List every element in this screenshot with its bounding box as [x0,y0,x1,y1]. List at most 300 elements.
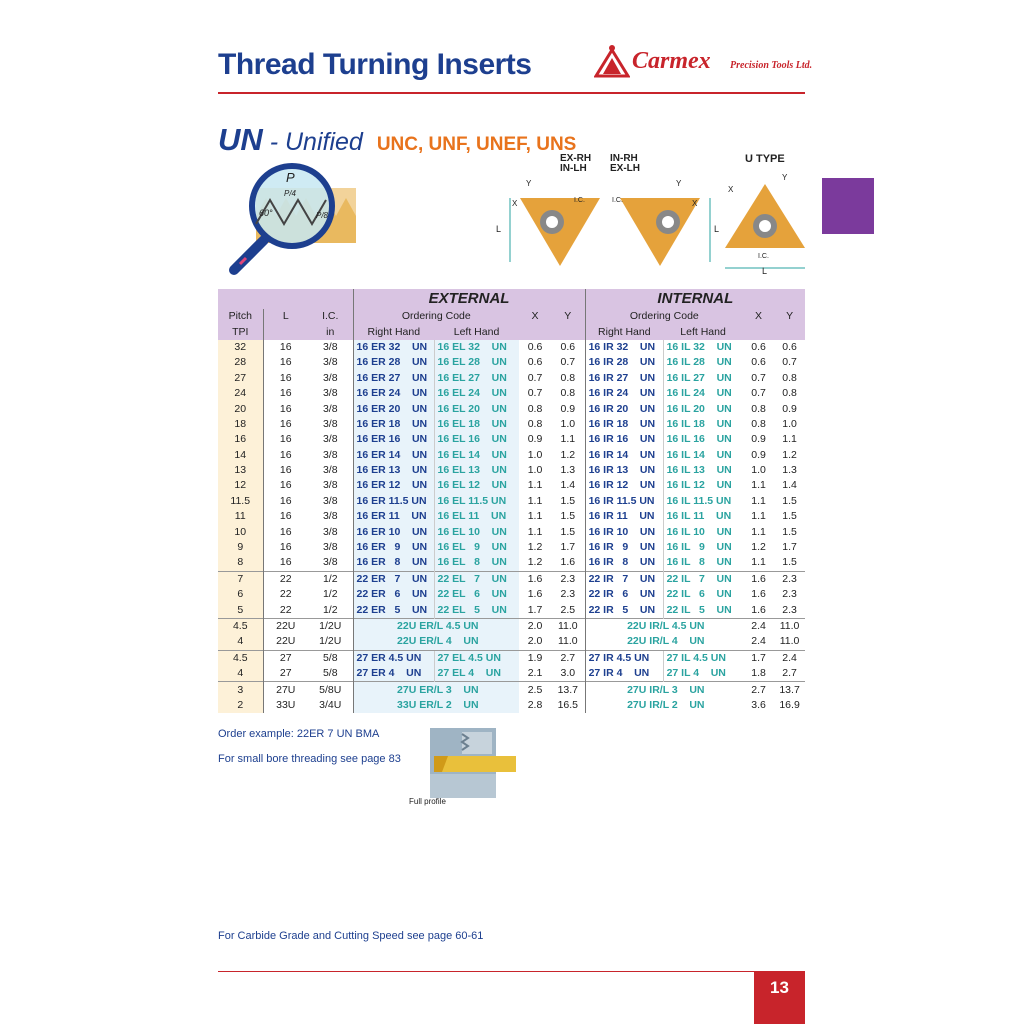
row-int-y: 0.7 [782,356,797,369]
ins1-y: Y [526,179,532,188]
row-ic: 3/8 [322,541,338,554]
row-ext-rh: 16 ER 10 UN [353,524,434,539]
row-ic: 3/8 [322,556,338,569]
row-ext-lh: 16 EL 24 UN [434,386,519,401]
row-ext-y: 1.6 [560,556,576,569]
row-tpi: 11.5 [218,494,263,509]
row-tpi: 18 [218,417,263,432]
header-in: in [308,324,353,339]
label-u-type: U TYPE [745,153,785,165]
row-ext-lh: 27 EL 4.5 UN [434,650,519,666]
row-tpi: 4 [218,634,263,650]
ins2-ic: I.C. [612,197,623,204]
row-int-lh: 16 IL 11 UN [663,509,743,524]
row-l: 16 [263,448,308,463]
row-int-rh: 16 IR 20 UN [585,401,663,416]
row-int-lh: 16 IL 20 UN [663,401,743,416]
row-int-lh: 22 IL 7 UN [663,571,743,587]
row-ic: 3/8 [322,340,338,353]
row-ext-x: 1.1 [527,525,543,538]
table-row [218,555,805,571]
row-int-x: 1.1 [751,494,766,507]
row-int-x: 1.1 [751,479,766,492]
row-ext-y: 11.0 [557,635,578,648]
carmex-logo [594,42,813,82]
ins3-y: Y [782,173,788,182]
row-int-rh: 16 IR 8 UN [585,555,663,571]
row-tpi: 9 [218,540,263,555]
row-ext-rh: 16 ER 11 UN [353,509,434,524]
row-l: 16 [263,540,308,555]
table-row [218,355,805,370]
header-ext-y: Y [551,309,585,324]
row-int-y: 13.7 [774,682,805,698]
row-l: 16 [263,371,308,386]
row-ext-lh: 16 EL 9 UN [434,540,519,555]
row-ext-lh: 16 EL 11 UN [434,509,519,524]
row-int-lh: 16 IL 32 UN [663,340,743,355]
row-tpi: 16 [218,432,263,447]
row-int-lh: 16 IL 10 UN [663,524,743,539]
ins1-l: L [496,224,502,234]
row-int-y: 0.8 [782,387,797,400]
subtitle-series: UNC, UNF, UNEF, UNS [376,134,577,155]
row-ext-x: 1.6 [527,588,543,601]
row-l: 22 [263,587,308,602]
row-tpi: 13 [218,463,263,478]
row-tpi: 32 [218,340,263,355]
row-l: 27 [263,666,308,682]
row-ic: 3/8 [322,464,338,477]
row-ic: 5/8U [308,682,353,698]
row-ext-x: 1.7 [527,603,543,616]
row-ext-x: 0.6 [527,340,543,353]
header-int-y: Y [774,309,805,324]
row-int-y: 1.4 [782,479,797,492]
small-bore-note: For small bore threading see page 83 [218,753,401,765]
row-int-x: 1.2 [751,541,766,554]
row-int-code: 27U IR/L 3 UN [585,682,743,698]
row-ic: 3/8 [322,402,338,415]
table-row [218,478,805,493]
row-tpi: 24 [218,386,263,401]
row-ext-code: 27U ER/L 3 UN [353,682,519,698]
row-ext-y: 0.8 [560,371,576,384]
brand-subtitle: Precision Tools Ltd. [730,60,813,71]
row-ext-x: 1.6 [519,571,551,587]
row-int-x: 0.6 [751,356,766,369]
ins2-l: L [714,224,720,234]
row-ic: 3/8 [322,387,338,400]
row-int-x: 2.4 [751,635,766,648]
footer-rule [218,971,805,972]
row-ext-x: 1.0 [527,448,543,461]
row-ext-y: 0.6 [560,340,576,353]
row-int-rh: 16 IR 32 UN [585,340,663,355]
row-int-y: 1.5 [782,525,797,538]
row-ext-y: 2.3 [560,588,576,601]
table-row [218,371,805,386]
title-rule [218,92,805,94]
row-int-x: 0.9 [751,433,766,446]
row-ext-lh: 27 EL 4 UN [434,666,519,682]
label-p8: P/8 [316,211,329,220]
row-ext-rh: 16 ER 28 UN [353,355,434,370]
row-ic: 3/8 [322,356,338,369]
ins1-x: X [512,199,518,208]
row-int-lh: 16 IL 16 UN [663,432,743,447]
header-l: L [263,309,308,324]
row-ext-code: 22U ER/L 4.5 UN [353,618,519,634]
row-int-lh: 27 IL 4.5 UN [663,650,743,666]
row-int-rh: 16 IR 11 UN [585,509,663,524]
header-external: EXTERNAL [353,289,585,309]
row-l: 16 [263,478,308,493]
row-tpi: 4 [218,666,263,682]
row-ext-rh: 16 ER 14 UN [353,448,434,463]
row-ext-lh: 16 EL 20 UN [434,401,519,416]
row-ext-lh: 16 EL 10 UN [434,524,519,539]
row-int-y: 2.7 [782,667,797,680]
row-int-rh: 16 IR 14 UN [585,448,663,463]
row-int-x: 0.6 [751,340,766,353]
row-int-rh: 16 IR 9 UN [585,540,663,555]
header-ext-ordering: Ordering Code [353,309,519,324]
row-l: 16 [263,401,308,416]
row-ext-rh: 16 ER 32 UN [353,340,434,355]
row-l: 16 [263,494,308,509]
table-row [218,340,805,355]
row-tpi: 3 [218,682,263,698]
subtitle-unified: - Unified [262,128,363,156]
row-ic: 1/2U [308,618,353,634]
ins3-ic: I.C. [758,253,769,260]
row-tpi: 11 [218,509,263,524]
header-pitch: Pitch [218,309,263,324]
row-int-y: 1.5 [782,510,797,523]
row-ext-lh: 16 EL 28 UN [434,355,519,370]
row-ext-rh: 27 ER 4 UN [353,666,434,682]
row-int-rh: 16 IR 13 UN [585,463,663,478]
table-row [218,634,805,650]
row-ic: 3/8 [322,510,338,523]
table-row [218,494,805,509]
header-internal: INTERNAL [585,289,805,309]
row-ext-rh: 22 ER 6 UN [353,587,434,602]
header-int-x: X [743,309,774,324]
row-l: 16 [263,509,308,524]
row-int-y: 0.9 [782,402,797,415]
row-ext-y: 2.5 [560,603,576,616]
header-ic: I.C. [308,309,353,324]
row-ic: 3/8 [322,479,338,492]
row-ext-x: 1.1 [527,510,543,523]
row-int-lh: 22 IL 5 UN [663,602,743,618]
row-int-x: 3.6 [751,698,766,711]
row-l: 16 [263,432,308,447]
row-ext-rh: 16 ER 18 UN [353,417,434,432]
row-tpi: 10 [218,524,263,539]
row-ext-y: 1.2 [560,448,576,461]
table-row [218,448,805,463]
row-ext-lh: 16 EL 16 UN [434,432,519,447]
header-ext-rh: Right Hand [353,324,434,339]
ordering-table [218,289,805,713]
row-tpi: 12 [218,478,263,493]
row-ext-x: 1.9 [519,650,551,666]
row-ext-y: 1.5 [560,494,576,507]
table-row [218,618,805,634]
row-int-y: 2.3 [774,571,805,587]
subtitle-un: UN [218,122,263,157]
row-ext-rh: 16 ER 27 UN [353,371,434,386]
row-ext-y: 16.5 [557,698,579,711]
row-int-y: 1.3 [782,464,797,477]
row-ext-lh: 16 EL 12 UN [434,478,519,493]
row-int-y: 1.5 [782,556,797,569]
row-l: 27 [263,650,308,666]
table-row [218,509,805,524]
row-ext-y: 1.7 [560,541,576,554]
row-ext-rh: 16 ER 24 UN [353,386,434,401]
row-ext-x: 0.9 [527,433,543,446]
row-int-lh: 16 IL 13 UN [663,463,743,478]
row-tpi: 5 [218,602,263,618]
row-ext-rh: 16 ER 11.5 UN [353,494,434,509]
row-int-x: 0.7 [751,387,766,400]
row-int-lh: 16 IL 11.5 UN [663,494,743,509]
row-ext-x: 0.7 [527,387,543,400]
row-int-rh: 16 IR 24 UN [585,386,663,401]
row-l: 27U [263,682,308,698]
header-int-rh: Right Hand [585,324,663,339]
section-tab [822,178,874,234]
row-int-rh: 16 IR 10 UN [585,524,663,539]
row-int-x: 1.6 [751,588,766,601]
row-ic: 3/8 [322,448,338,461]
row-ext-y: 1.3 [560,464,576,477]
row-ext-lh: 16 EL 32 UN [434,340,519,355]
row-int-y: 1.2 [782,448,797,461]
header-int-lh: Left Hand [663,324,743,339]
header-blank [218,289,353,309]
row-ic: 3/8 [322,525,338,538]
row-ext-lh: 22 EL 5 UN [434,602,519,618]
row-int-x: 2.4 [743,618,774,634]
row-int-lh: 22 IL 6 UN [663,587,743,602]
row-l: 22 [263,602,308,618]
row-ext-x: 2.5 [519,682,551,698]
row-ext-lh: 22 EL 6 UN [434,587,519,602]
row-int-x: 0.8 [751,402,766,415]
row-int-code: 27U IR/L 2 UN [585,698,743,713]
table-row [218,463,805,478]
row-ext-code: 33U ER/L 2 UN [353,698,519,713]
row-int-x: 1.7 [743,650,774,666]
row-l: 22U [263,634,308,650]
row-l: 16 [263,340,308,355]
row-int-x: 2.7 [743,682,774,698]
row-int-x: 0.7 [751,371,766,384]
row-int-y: 11.0 [774,618,805,634]
row-int-y: 11.0 [779,635,800,648]
label-in-rh: IN-RH [610,153,638,164]
label-ex-rh: EX-RH [560,153,592,164]
row-ic: 3/8 [322,371,338,384]
row-int-lh: 16 IL 28 UN [663,355,743,370]
row-ext-x: 2.0 [519,618,551,634]
header-ext-x: X [519,309,551,324]
row-ext-rh: 16 ER 20 UN [353,401,434,416]
row-ext-x: 0.8 [527,417,543,430]
row-int-rh: 22 IR 5 UN [585,602,663,618]
table-row [218,666,805,682]
header-ext-lh: Left Hand [434,324,519,339]
row-tpi: 6 [218,587,263,602]
row-int-y: 1.0 [782,417,797,430]
row-int-y: 1.7 [782,541,797,554]
row-ic: 3/8 [322,417,338,430]
row-ic: 3/8 [322,433,338,446]
table-row [218,524,805,539]
carbide-note: For Carbide Grade and Cutting Speed see page 60-61 [218,930,484,942]
row-ext-x: 1.0 [527,464,543,477]
row-int-y: 0.8 [782,371,797,384]
row-ext-y: 0.7 [560,356,576,369]
row-int-lh: 16 IL 8 UN [663,555,743,571]
row-ext-x: 0.6 [527,356,543,369]
row-tpi: 8 [218,555,263,571]
row-tpi: 2 [218,698,263,713]
row-tpi: 4.5 [218,650,263,666]
row-int-lh: 16 IL 12 UN [663,478,743,493]
row-int-x: 1.1 [751,556,766,569]
row-ext-rh: 22 ER 5 UN [353,602,434,618]
table-row [218,417,805,432]
row-ic: 5/8 [308,650,353,666]
row-l: 16 [263,417,308,432]
row-int-x: 0.8 [751,417,766,430]
ins3-x: X [728,185,734,194]
table-body [218,340,805,713]
row-int-rh: 27 IR 4.5 UN [585,650,663,666]
row-int-code: 22U IR/L 4.5 UN [585,618,743,634]
row-ext-rh: 27 ER 4.5 UN [353,650,434,666]
row-ext-y: 13.7 [551,682,585,698]
row-int-x: 1.1 [751,525,766,538]
row-int-code: 22U IR/L 4 UN [585,634,743,650]
row-ext-lh: 16 EL 13 UN [434,463,519,478]
row-int-x: 0.9 [751,448,766,461]
row-int-rh: 16 IR 16 UN [585,432,663,447]
row-ext-lh: 16 EL 27 UN [434,371,519,386]
row-ic: 1/2 [322,588,338,601]
table-row [218,602,805,618]
row-ext-rh: 16 ER 16 UN [353,432,434,447]
row-ext-y: 1.5 [560,510,576,523]
row-int-y: 2.3 [782,603,797,616]
row-int-rh: 16 IR 18 UN [585,417,663,432]
header-int-ordering: Ordering Code [585,309,743,324]
row-ic: 1/2 [308,571,353,587]
row-ext-rh: 16 ER 9 UN [353,540,434,555]
row-ic: 3/8 [322,494,338,507]
row-ext-y: 0.8 [560,387,576,400]
row-ext-y: 11.0 [551,618,585,634]
row-int-y: 0.6 [782,340,797,353]
ins1-ic: I.C. [574,197,585,204]
row-ext-lh: 16 EL 14 UN [434,448,519,463]
row-int-x: 1.6 [751,603,766,616]
row-ext-rh: 16 ER 13 UN [353,463,434,478]
row-ext-x: 1.2 [527,556,543,569]
row-ext-x: 1.2 [527,541,543,554]
row-l: 16 [263,355,308,370]
row-ext-y: 3.0 [560,667,576,680]
row-ic: 3/4U [319,698,342,711]
row-int-y: 16.9 [779,698,800,711]
row-int-rh: 16 IR 28 UN [585,355,663,370]
row-ext-y: 1.0 [560,417,576,430]
table-row [218,401,805,416]
row-int-rh: 22 IR 6 UN [585,587,663,602]
row-ext-rh: 22 ER 7 UN [353,571,434,587]
row-ext-rh: 16 ER 12 UN [353,478,434,493]
row-ext-code: 22U ER/L 4 UN [353,634,519,650]
row-ext-y: 2.3 [551,571,585,587]
label-p4: P/4 [284,189,297,198]
row-ext-x: 1.1 [527,479,543,492]
row-int-rh: 22 IR 7 UN [585,571,663,587]
row-ext-lh: 16 EL 11.5 UN [434,494,519,509]
row-ext-y: 1.1 [560,433,576,446]
row-int-lh: 16 IL 27 UN [663,371,743,386]
row-int-x: 1.8 [751,667,766,680]
row-ext-y: 2.7 [551,650,585,666]
row-int-x: 1.1 [751,510,766,523]
table-row [218,571,805,587]
row-int-lh: 16 IL 14 UN [663,448,743,463]
row-int-lh: 27 IL 4 UN [663,666,743,682]
row-ext-y: 1.4 [560,479,576,492]
row-int-rh: 27 IR 4 UN [585,666,663,682]
label-p: P [286,170,295,185]
row-int-x: 1.0 [751,464,766,477]
ins3-l: L [762,266,768,276]
order-example: Order example: 22ER 7 UN BMA [218,728,380,740]
row-tpi: 4.5 [218,618,263,634]
row-tpi: 14 [218,448,263,463]
row-l: 16 [263,555,308,571]
table-row [218,540,805,555]
row-ext-x: 2.8 [527,698,543,711]
row-int-y: 2.4 [774,650,805,666]
ins2-y: Y [676,179,682,188]
row-l: 33U [263,698,308,713]
row-int-lh: 16 IL 9 UN [663,540,743,555]
full-profile-label: Full profile [409,797,446,806]
row-l: 16 [263,463,308,478]
table-row [218,432,805,447]
row-l: 16 [263,524,308,539]
label-angle: 60° [259,208,273,218]
table-row [218,682,805,698]
insert-diagrams [490,170,820,276]
row-ext-x: 2.0 [527,635,543,648]
page-title: Thread Turning Inserts [218,48,532,81]
row-l: 16 [263,386,308,401]
row-ic: 1/2U [319,635,342,648]
